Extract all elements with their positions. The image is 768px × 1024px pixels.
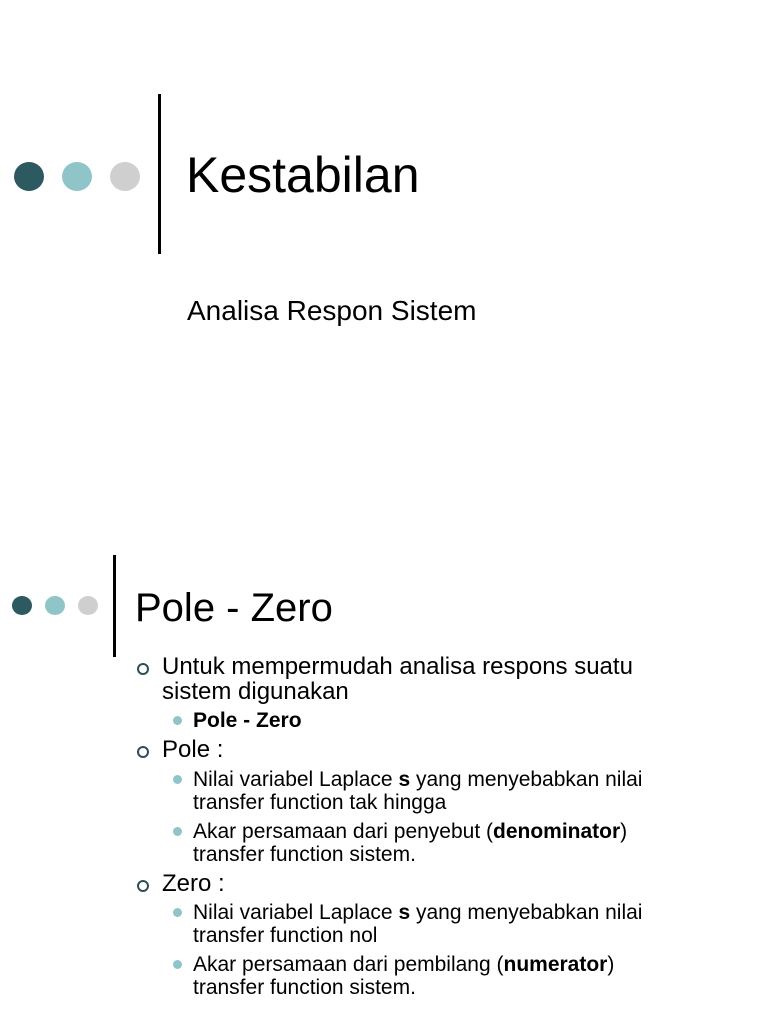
- decor-dot-dark: [14, 162, 44, 191]
- title-divider: [113, 555, 116, 657]
- bullet-ring-icon: [137, 880, 149, 892]
- sub-bullet-text-cont: transfer function sistem.: [193, 843, 416, 866]
- sub-bullet-text-cont: transfer function nol: [193, 924, 378, 947]
- bullet-ring-icon: [137, 746, 149, 758]
- decor-dot-grey: [78, 596, 98, 615]
- sub-bullet-text: Nilai variabel Laplace s yang menyebabkan nilai: [193, 768, 643, 791]
- slide-title-heading: Kestabilan: [186, 147, 420, 203]
- sub-bullet-dot-icon: [173, 716, 182, 725]
- sub-bullet-text: Akar persamaan dari penyebut (denominator): [193, 820, 628, 843]
- sub-bullet-dot-icon: [173, 908, 182, 917]
- sub-bullet-text: Pole - Zero: [193, 709, 302, 732]
- sub-bullet-dot-icon: [173, 775, 182, 784]
- bullet-ring-icon: [137, 663, 149, 675]
- sub-bullet-text: Nilai variabel Laplace s yang menyebabkan nilai: [193, 901, 643, 924]
- sub-bullet-text-cont: transfer function tak hingga: [193, 791, 447, 814]
- decor-dot-teal: [62, 162, 92, 191]
- bullet-text-cont: sistem digunakan: [162, 678, 349, 705]
- decor-dot-dark: [12, 596, 32, 615]
- slide-subtitle: Analisa Respon Sistem: [187, 295, 477, 326]
- bullet-text: Pole :: [162, 736, 224, 763]
- bullet-text: Untuk mempermudah analisa respons suatu: [162, 653, 633, 680]
- sub-bullet-dot-icon: [173, 960, 182, 969]
- sub-bullet-dot-icon: [173, 827, 182, 836]
- decor-dot-teal: [45, 596, 65, 615]
- bullet-text: Zero :: [162, 870, 225, 897]
- decor-dot-grey: [110, 162, 140, 191]
- slide-pole-zero: [0, 512, 768, 1024]
- title-divider: [158, 94, 161, 254]
- slide-heading: Pole - Zero: [135, 586, 333, 630]
- sub-bullet-text-cont: transfer function sistem.: [193, 976, 416, 999]
- sub-bullet-text: Akar persamaan dari pembilang (numerator): [193, 953, 615, 976]
